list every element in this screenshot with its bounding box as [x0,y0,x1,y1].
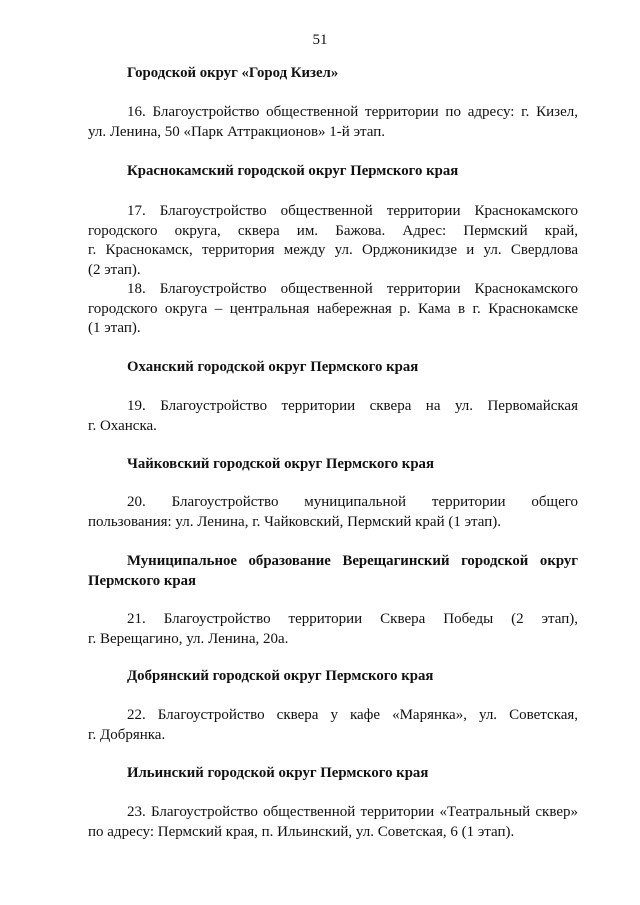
item-16-line-1: 16. Благоустройство общественной территории по адресу: г. Кизел, [127,104,578,120]
item-17-line-2: городского округа, сквера им. Бажова. Адрес: Пермский край, [88,222,578,239]
item-23-line-1: 23. Благоустройство общественной территории «Театральный сквер» [127,804,578,820]
item-19-line-1: 19. Благоустройство территории сквера на ул. Первомайская [127,398,578,414]
item-18 [88,280,578,339]
item-22-line-2: г. Добрянка. [88,726,166,743]
item-21 [88,610,578,649]
section-heading-ilinsky: Ильинский городской округ Пермского края [127,765,429,781]
item-17-line-1: 17. Благоустройство общественной территории Краснокамского [127,203,578,219]
item-17 [88,202,578,280]
item-18-line-3: (1 этап). [88,320,141,336]
item-16 [88,103,578,142]
page-number: 51 [312,32,328,48]
section-heading-krasnokamsk: Краснокамский городской округ Пермского края [127,163,459,179]
item-22-line-1: 22. Благоустройство сквера у кафе «Марянка», ул. Советская, [127,707,578,723]
item-17-line-3: г. Краснокамск, территория между ул. Орджоникидзе и ул. Свердлова [88,242,578,258]
section-heading-vereshchagino-line-1: Муниципальное образование Верещагинский городской округ [127,553,578,569]
item-21-line-2: г. Верещагино, ул. Ленина, 20а. [88,630,289,647]
item-20-line-1: 20. Благоустройство муниципальной территории общего [127,494,578,510]
section-heading-vereshchagino-line-2: Пермского края [88,572,197,589]
item-23-line-2: по адресу: Пермский края, п. Ильинский, ул. Советская, 6 (1 этап). [88,823,515,840]
item-22 [88,706,578,745]
item-16-line-2: ул. Ленина, 50 «Парк Аттракционов» 1-й этап. [88,123,385,140]
item-20-line-2: пользования: ул. Ленина, г. Чайковский, Пермский край (1 этап). [88,513,501,530]
section-heading-kizel: Городской округ «Город Кизел» [127,65,339,81]
item-23 [88,803,578,842]
item-18-line-1: 18. Благоустройство общественной территории Краснокамского [127,281,578,297]
item-21-line-1: 21. Благоустройство территории Сквера Победы (2 этап), [127,611,578,627]
section-heading-dobryanka: Добрянский городской округ Пермского края [127,668,434,684]
section-heading-chaikovsky: Чайковский городской округ Пермского края [127,456,434,472]
item-19 [88,397,578,436]
item-17-line-4: (2 этап). [88,261,141,278]
item-19-line-2: г. Оханска. [88,417,157,434]
item-20 [88,493,578,532]
section-heading-okhansk: Оханский городской округ Пермского края [127,359,419,375]
item-18-line-2: городского округа – центральная набережная р. Кама в г. Краснокамске [88,300,578,317]
section-heading-vereshchagino [88,552,578,591]
